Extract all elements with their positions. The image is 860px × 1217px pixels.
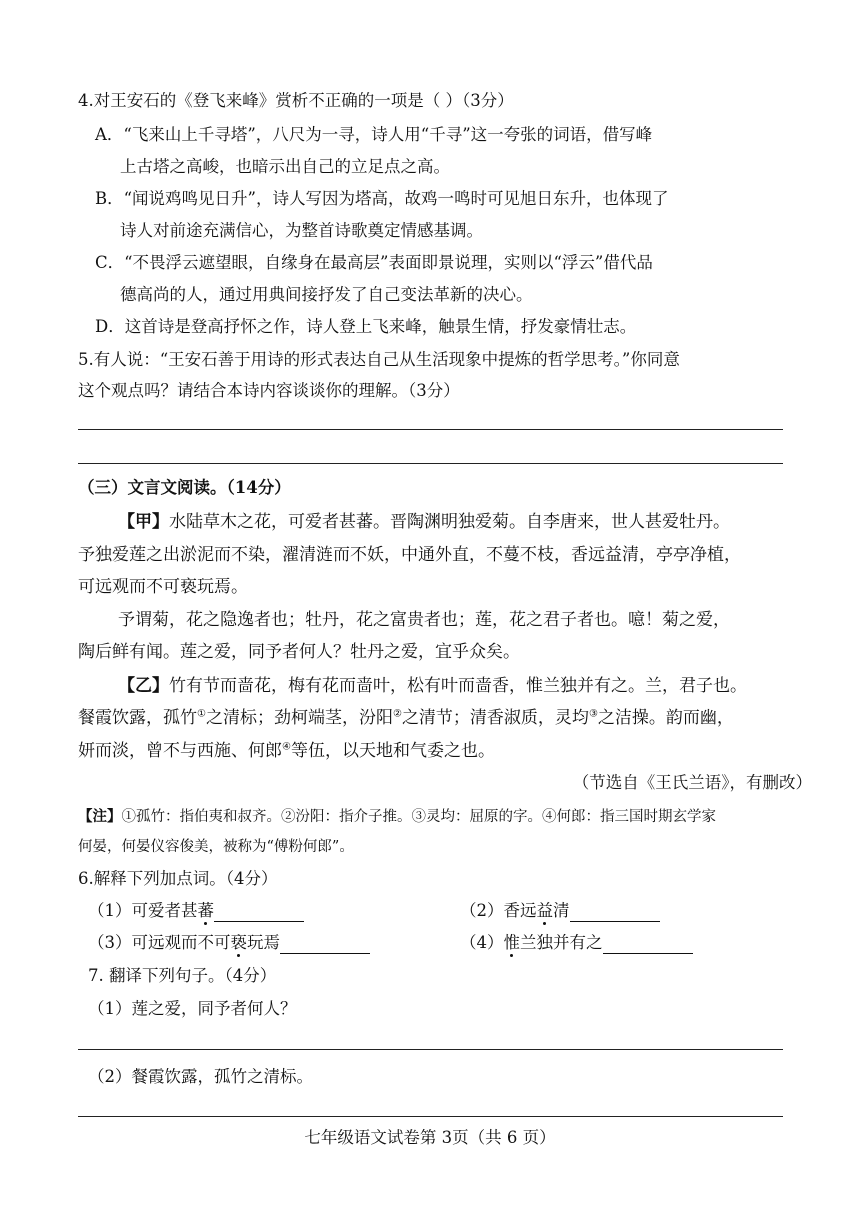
- jia-line5: 陶后鲜有闻。莲之爱，同予者何人？牡丹之爱，宜乎众矣。: [78, 642, 520, 662]
- q4-option-c-line2: 德高尚的人，通过用典间接抒发了自己变法革新的决心。: [120, 285, 533, 304]
- q4-option-b-line1: B．“闻说鸡鸣见日升”，诗人写因为塔高，故鸡一鸣时可见旭日东升，也体现了: [95, 189, 669, 208]
- q7-answer-line-2[interactable]: [78, 1116, 783, 1117]
- q6-item-1-text: （1）可爱者甚: [88, 901, 198, 920]
- q6-item-1-dotted-word: 蕃: [197, 901, 214, 920]
- q6-item-3: [88, 932, 370, 954]
- q6-item-3-text-post: 玩焉: [247, 933, 280, 952]
- q7-sentence-1: （1）莲之爱，同予者何人？: [88, 999, 297, 1018]
- yi-text-1: 竹有节而啬花，梅有花而啬叶，松有叶而啬香，惟兰独并有之。兰，君子也。: [169, 676, 747, 696]
- page-footer: 七年级语文试卷第 3页（共 6 页）: [304, 1128, 556, 1147]
- q6-item-4-text-post: 兰独并有之: [520, 933, 603, 952]
- footnote-4-marker: ④: [282, 741, 291, 753]
- source-citation: （节选自《王氏兰语》，有删改）: [572, 773, 812, 792]
- yi-text-3a: 妍而淡，曾不与西施、何郎: [78, 741, 282, 761]
- q6-item-4-dotted-word: 惟: [503, 933, 520, 952]
- q6-item-2-text-post: 清: [553, 901, 570, 920]
- yi-line1: [118, 675, 747, 697]
- jia-line4: 予谓菊，花之隐逸者也；牡丹，花之富贵者也；莲，花之君子者也。噫！菊之爱，: [118, 610, 730, 630]
- q4-option-b-line2: 诗人对前途充满信心，为整首诗歌奠定情感基调。: [120, 221, 483, 240]
- footnote-1-marker: ①: [197, 708, 206, 720]
- notes-tag: 【注】: [78, 808, 122, 825]
- jia-line1: [118, 511, 730, 533]
- q6-item-2: [460, 900, 660, 922]
- q6-item-3-blank[interactable]: [280, 935, 370, 954]
- yi-text-3b: 等伍，以天地和气委之也。: [290, 741, 495, 761]
- yi-text-2b: 之清标；劲柯端茎，汾阳: [205, 708, 393, 728]
- notes-text-1: ①孤竹：指伯夷和叔齐。②汾阳：指介子推。③灵均：屈原的字。④何郎：指三国时期玄学家: [121, 809, 716, 825]
- yi-line2: [78, 707, 734, 729]
- notes-line1: [78, 806, 716, 828]
- jia-tag: 【甲】: [118, 512, 169, 532]
- q4-option-c-line1: C．“不畏浮云遮望眼，自缘身在最高层”表面即景说理，实则以“浮云”借代品: [95, 253, 653, 272]
- q4-option-a-line2: 上古塔之高峻，也暗示出自己的立足点之高。: [120, 157, 450, 176]
- q4-option-a-line1: A．“飞来山上千寻塔”，八尺为一寻，诗人用“千寻”这一夸张的词语，借写峰: [95, 125, 653, 144]
- section3-title: （三）文言文阅读。（14分）: [78, 478, 291, 497]
- q6-item-2-blank[interactable]: [570, 903, 660, 922]
- footnote-3-marker: ③: [588, 708, 598, 720]
- q6-item-3-dotted-word: 亵: [230, 933, 247, 952]
- yi-text-2d: 之洁操。韵而幽，: [597, 708, 734, 728]
- q6-stem: 6.解释下列加点词。（4分）: [78, 869, 278, 888]
- notes-line2: 何晏，何晏仪容俊美，被称为“傅粉何郎”。: [78, 839, 354, 855]
- q6-item-3-text: （3）可远观而不可: [88, 933, 231, 952]
- jia-line3: 可远观而不可亵玩焉。: [78, 577, 248, 597]
- q4-option-d: D．这首诗是登高抒怀之作，诗人登上飞来峰，触景生情，抒发豪情壮志。: [95, 317, 637, 336]
- yi-tag: 【乙】: [118, 676, 169, 696]
- q6-item-1-blank[interactable]: [214, 903, 304, 922]
- q7-sentence-2: （2）餐霞饮露，孤竹之清标。: [88, 1067, 313, 1086]
- q5-answer-line-1[interactable]: [78, 429, 783, 430]
- q7-stem: 7. 翻译下列句子。（4分）: [88, 966, 277, 985]
- footnote-2-marker: ②: [392, 708, 402, 720]
- yi-text-2a: 餐霞饮露，孤竹: [78, 708, 197, 728]
- q7-answer-line-1[interactable]: [78, 1049, 783, 1050]
- q6-item-2-dotted-word: 益: [536, 901, 553, 920]
- q6-item-2-text: （2）香远: [460, 901, 537, 920]
- yi-text-2c: 之清节；清香淑质，灵均: [401, 708, 589, 728]
- q6-item-4-blank[interactable]: [603, 935, 693, 954]
- q5-answer-line-2[interactable]: [78, 463, 783, 464]
- q4-stem: 4.对王安石的《登飞来峰》赏析不正确的一项是（ ）（3分）: [78, 91, 514, 110]
- yi-line3: [78, 740, 495, 762]
- q6-item-4: [460, 932, 693, 954]
- q5-line1: 5.有人说：“王安石善于用诗的形式表达自己从生活现象中提炼的哲学思考。”你同意: [78, 350, 680, 369]
- jia-text-1: 水陆草木之花，可爱者甚蕃。晋陶渊明独爱菊。自李唐来，世人甚爱牡丹。: [169, 512, 730, 532]
- q6-item-1: [88, 900, 304, 922]
- q5-line2: 这个观点吗？请结合本诗内容谈谈你的理解。（3分）: [78, 381, 460, 400]
- jia-line2: 予独爱莲之出淤泥而不染，濯清涟而不妖，中通外直，不蔓不枝，香远益清，亭亭净植，: [78, 545, 741, 565]
- q6-item-4-text: （4）: [460, 933, 504, 952]
